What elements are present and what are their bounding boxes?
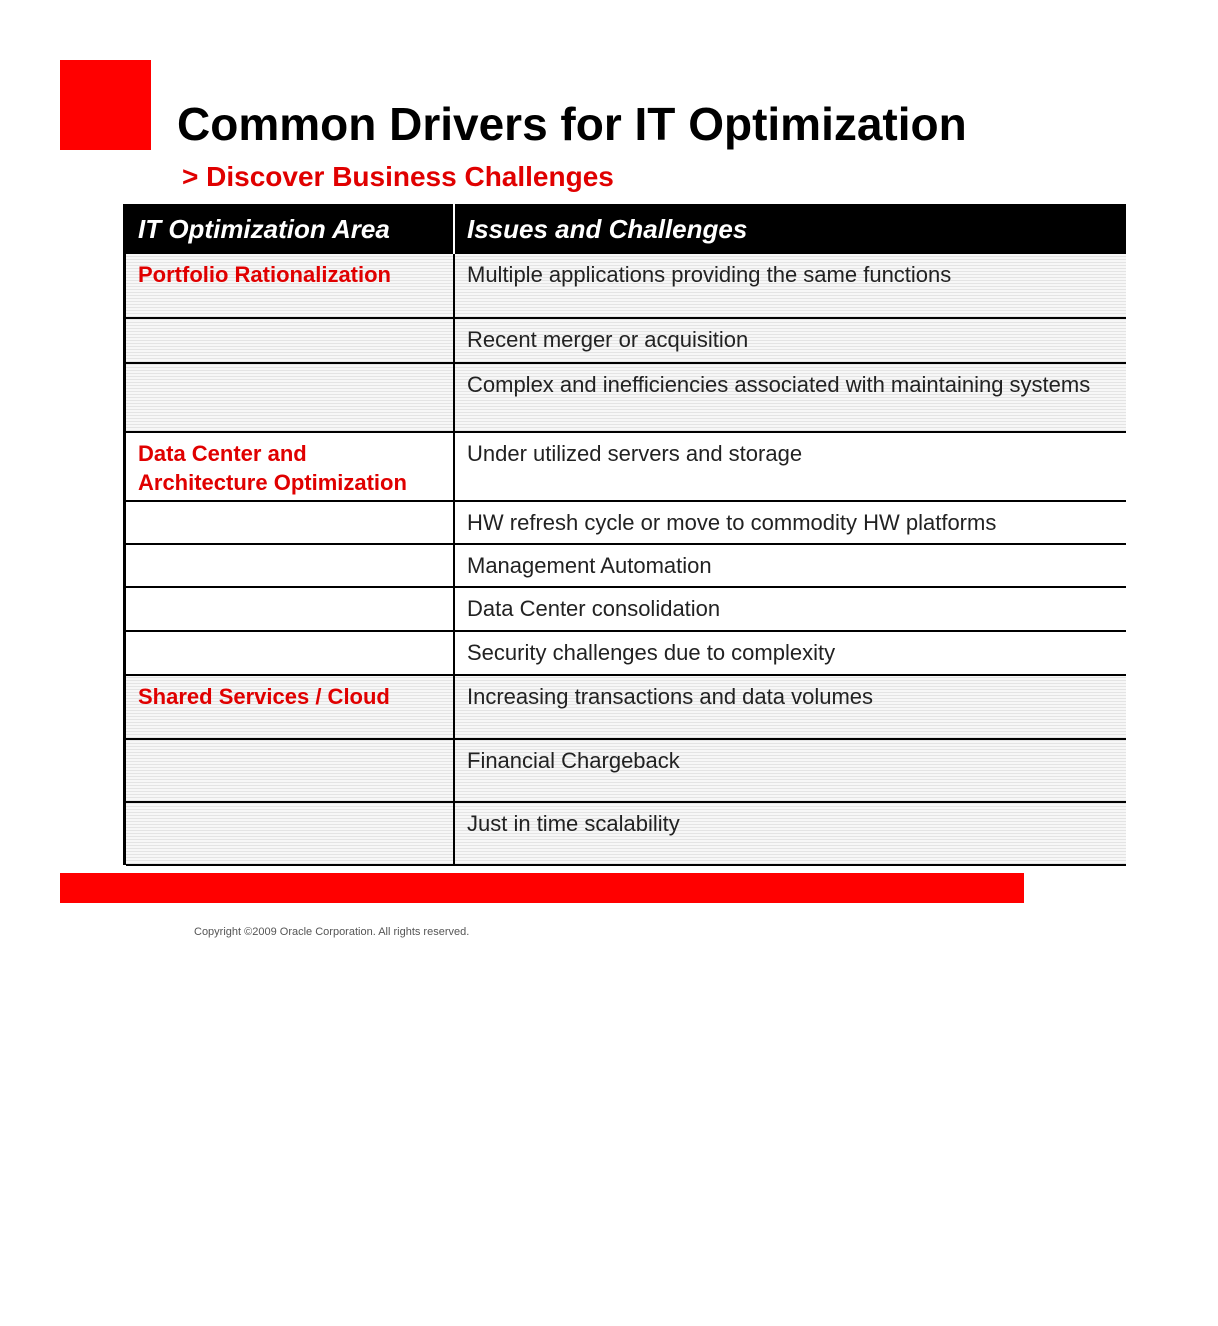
header-it-optimization-area: IT Optimization Area [126, 204, 454, 254]
red-accent-square [60, 60, 151, 150]
header-issues-and-challenges: Issues and Challenges [454, 204, 1126, 254]
table-row [126, 544, 1126, 587]
table-row [126, 432, 1126, 501]
area-cell [126, 363, 454, 432]
area-cell [126, 739, 454, 802]
issue-cell: Data Center consolidation [454, 587, 1126, 631]
slide-subtitle: > Discover Business Challenges [182, 161, 614, 192]
issue-cell: Financial Chargeback [454, 739, 1126, 802]
area-cell [126, 802, 454, 865]
area-cell [126, 544, 454, 587]
area-cell: Shared Services / Cloud [126, 675, 454, 739]
table-row [126, 802, 1126, 865]
issue-cell: HW refresh cycle or move to commodity HW platforms [454, 501, 1126, 544]
issue-cell: Increasing transactions and data volumes [454, 675, 1126, 739]
area-cell: Portfolio Rationalization [126, 254, 454, 318]
issue-cell: Management Automation [454, 544, 1126, 587]
table-row [126, 363, 1126, 432]
area-cell: Data Center and Architecture Optimization [126, 432, 454, 501]
table-row [126, 587, 1126, 631]
table-row [126, 318, 1126, 363]
copyright-text: Copyright ©2009 Oracle Corporation. All rights reserved. [194, 926, 470, 938]
table-row [126, 501, 1126, 544]
table-row [126, 631, 1126, 675]
table-row [126, 739, 1126, 802]
issue-cell: Under utilized servers and storage [454, 432, 1126, 501]
area-cell [126, 318, 454, 363]
issue-cell: Complex and inefficiencies associated with maintaining systems [454, 363, 1126, 432]
area-cell [126, 587, 454, 631]
red-footer-bar [60, 873, 1024, 903]
area-cell [126, 631, 454, 675]
table-row [126, 254, 1126, 318]
issue-cell: Recent merger or acquisition [454, 318, 1126, 363]
issue-cell: Multiple applications providing the same functions [454, 254, 1126, 318]
drivers-table-container [123, 204, 1091, 865]
slide-title: Common Drivers for IT Optimization [177, 98, 967, 150]
issue-cell: Security challenges due to complexity [454, 631, 1126, 675]
drivers-table [126, 204, 1126, 866]
area-cell [126, 501, 454, 544]
issue-cell: Just in time scalability [454, 802, 1126, 865]
table-header-row [126, 204, 1126, 254]
table-row [126, 675, 1126, 739]
